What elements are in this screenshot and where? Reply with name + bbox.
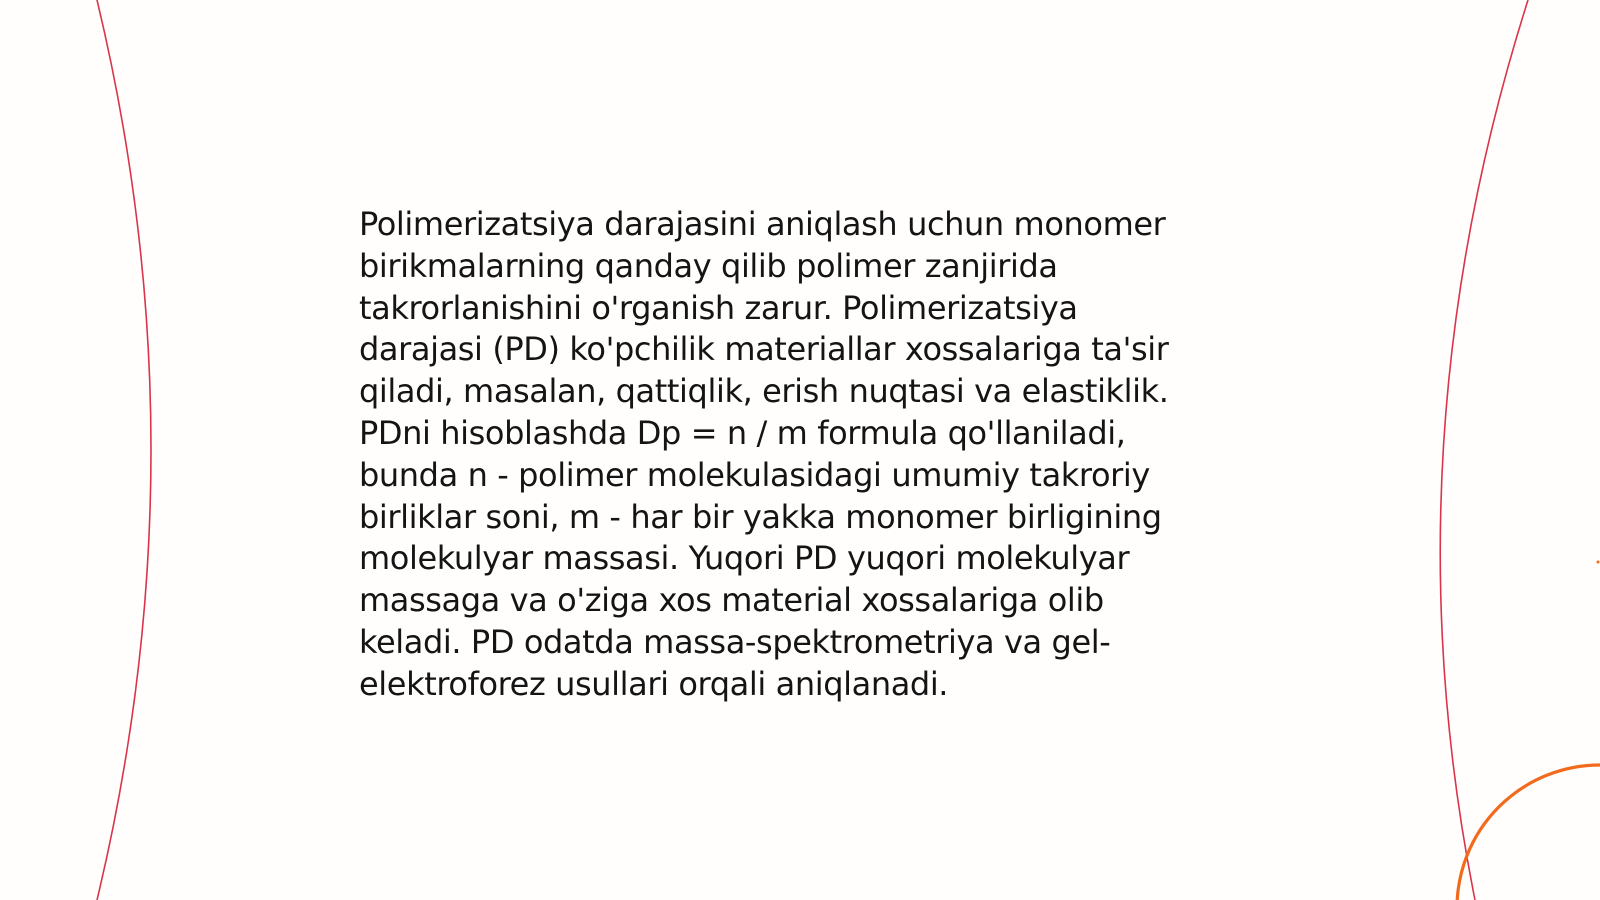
accent-circle-outline bbox=[1457, 765, 1600, 900]
right-arc-line bbox=[1440, 0, 1528, 900]
left-arc-line bbox=[97, 0, 151, 900]
slide-body-text: Polimerizatsiya darajasini aniqlash uchun monomer birikmalarning qanday qilib polimer zanjirida takrorlanishini o'rganish zarur. Polimerizatsiya darajasi (PD) ko'pchilik materiallar xossalariga ta'sir qiladi, masalan, qattiqlik, erish nuqtasi va elastiklik. PDni hisoblashda Dp = n / m formula qo'llaniladi, bunda n - polimer molekulasidagi umumiy takroriy birliklar soni, m - har bir yakka monomer birligining molekulyar massasi. Yuqori PD yuqori molekulyar massaga va o'ziga xos material xossalariga olib keladi. PD odatda massa-spektrometriya va gel- elektroforez usullari orqali aniqlanadi. bbox=[359, 205, 1169, 703]
accent-dot bbox=[1597, 561, 1600, 564]
